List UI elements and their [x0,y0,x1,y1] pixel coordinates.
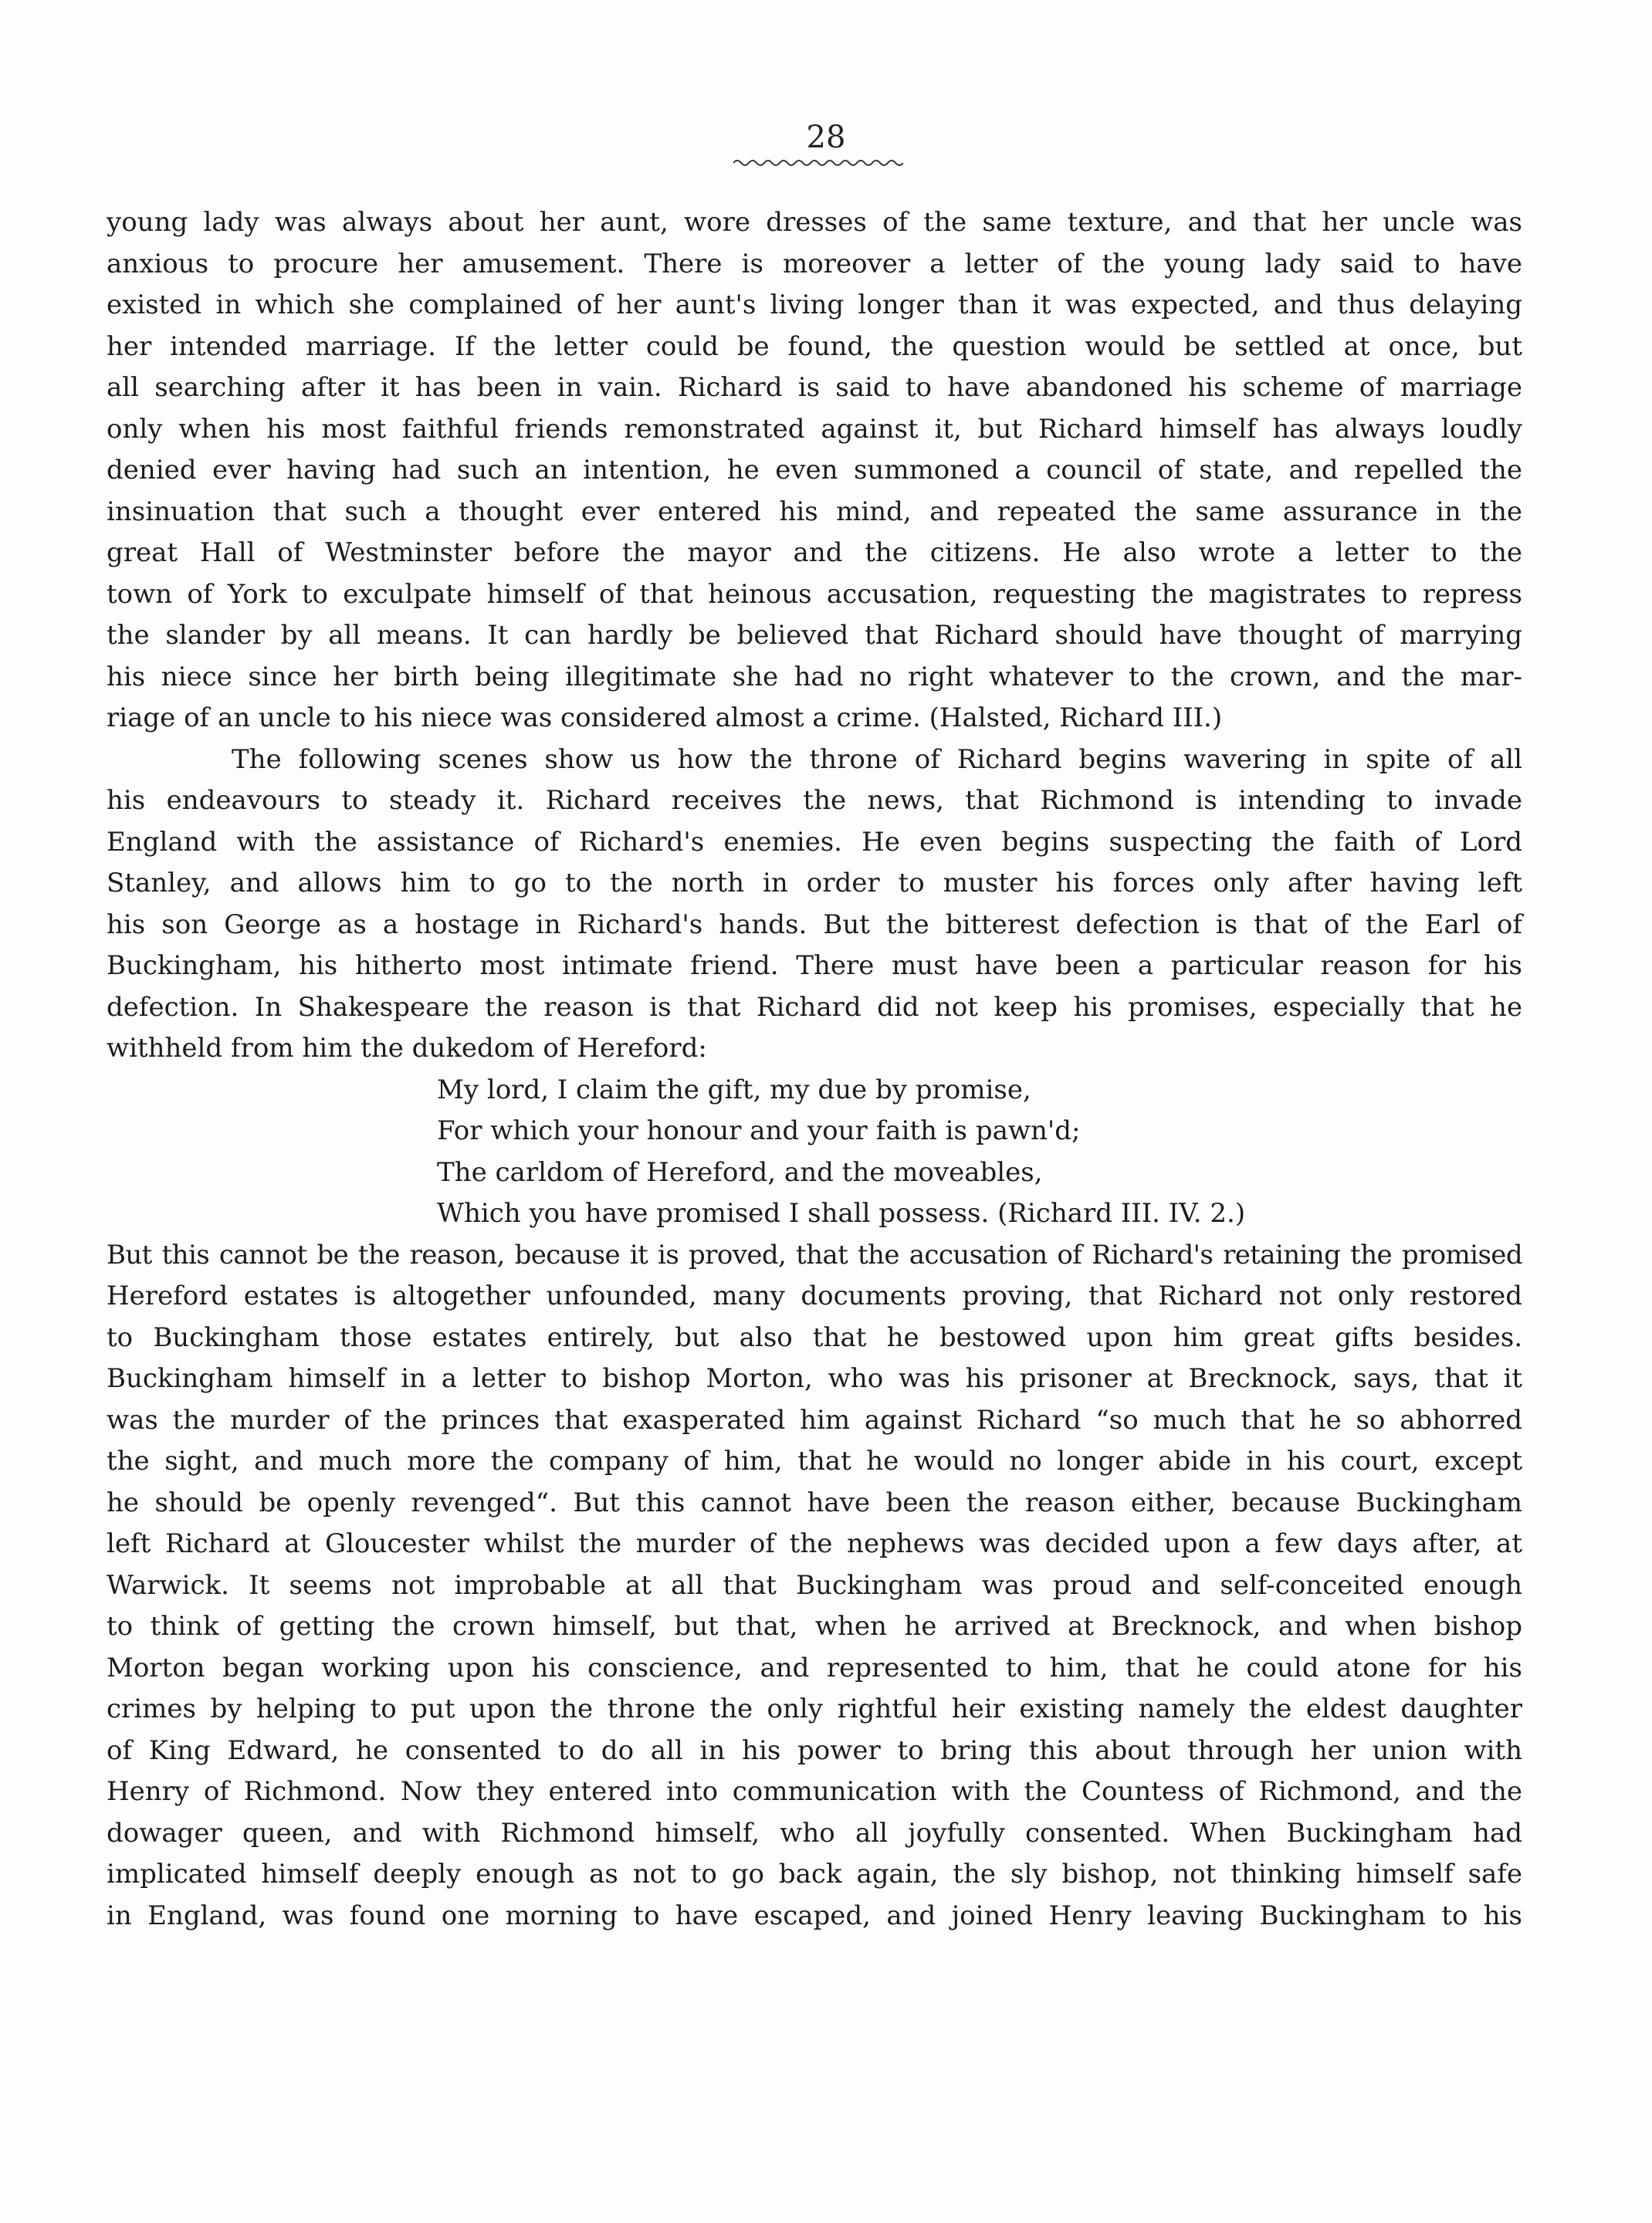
text-line: only when his most faithful friends remonstrated against it, but Richard himself has always loudly [107,413,1522,445]
text-line: denied ever having had such an intention, he even summoned a council of state, and repelled the [107,455,1522,486]
text-line: of King Edward, he consented to do all in his power to bring this about through her union with [107,1734,1522,1766]
body-text [107,202,1522,1937]
text-line: riage of an uncle to his niece was considered almost a crime. (Halsted, Richard III.) [107,702,1223,733]
text-line: Buckingham himself in a letter to bishop Morton, who was his prisoner at Brecknock, says, that it [107,1363,1522,1394]
verse-line: For which your honour and your faith is pawn'd; [437,1115,1081,1146]
verse-line: Which you have promised I shall possess. (Richard III. IV. 2.) [437,1198,1246,1229]
text-line: dowager queen, and with Richmond himself, who all joyfully consented. When Buckingham had [107,1817,1522,1849]
text-line: all searching after it has been in vain. Richard is said to have abandoned his scheme of marriage [107,372,1522,403]
text-line: Buckingham, his hitherto most intimate friend. There must have been a particular reason for his [107,950,1522,981]
text-line: Hereford estates is altogether unfounded, many documents proving, that Richard not only restored [107,1281,1522,1311]
wavy-rule-ornament [733,157,903,168]
text-line: young lady was always about her aunt, wore dresses of the same texture, and that her uncle was [107,207,1522,238]
text-line: existed in which she complained of her aunt's living longer than it was expected, and thus delaying [107,289,1522,320]
text-line: left Richard at Gloucester whilst the murder of the nephews was decided upon a few days after, at [107,1528,1522,1559]
text-line: to think of getting the crown himself, but that, when he arrived at Brecknock, and when bishop [107,1611,1522,1642]
text-line: he should be openly revenged“. But this cannot have been the reason either, because Buckingham [107,1487,1522,1518]
text-line: his son George as a hostage in Richard's hands. But the bitterest defection is that of the Earl of [107,908,1522,940]
text-line: the sight, and much more the company of him, that he would no longer abide in his court, except [107,1446,1522,1477]
text-line: his niece since her birth being illegitimate she had no right whatever to the crown, and the mar- [107,661,1522,692]
text-line: withheld from him the dukedom of Hereford: [107,1033,707,1064]
verse-line: My lord, I claim the gift, my due by promise, [437,1074,1031,1105]
text-line: in England, was found one morning to have escaped, and joined Henry leaving Buckingham to his [107,1900,1522,1931]
text-line: anxious to procure her amusement. There is moreover a letter of the young lady said to have [107,248,1522,279]
text-line: her intended marriage. If the letter could be found, the question would be settled at once, but [107,330,1522,362]
paragraph-start-line: The following scenes show us how the throne of Richard begins wavering in spite of all [232,743,1522,775]
verse-line: The carldom of Hereford, and the moveables, [437,1156,1043,1188]
text-line: But this cannot be the reason, because it is proved, that the accusation of Richard's retaining the promised [107,1239,1522,1271]
text-line: Henry of Richmond. Now they entered into communication with the Countess of Richmond, and the [107,1776,1522,1807]
text-line: insinuation that such a thought ever entered his mind, and repeated the same assurance in the [107,496,1522,527]
text-line: defection. In Shakespeare the reason is that Richard did not keep his promises, especially that he [107,991,1522,1023]
text-line: Morton began working upon his conscience, and represented to him, that he could atone for his [107,1652,1522,1683]
text-line: implicated himself deeply enough as not to go back again, the sly bishop, not thinking himself safe [107,1859,1522,1890]
text-line: crimes by helping to put upon the throne the only rightful heir existing namely the eldest daughter [107,1693,1522,1724]
text-line: the slander by all means. It can hardly be believed that Richard should have thought of marrying [107,620,1522,651]
text-line: Stanley, and allows him to go to the north in order to muster his forces only after having left [107,868,1522,898]
text-line: to Buckingham those estates entirely, but also that he bestowed upon him great gifts besides. [107,1321,1522,1353]
text-line: England with the assistance of Richard's enemies. He even begins suspecting the faith of Lord [107,826,1522,858]
page-number: 28 [806,120,846,155]
text-line: Warwick. It seems not improbable at all that Buckingham was proud and self-conceited enough [107,1569,1522,1601]
text-line: great Hall of Westminster before the mayor and the citizens. He also wrote a letter to the [107,537,1522,568]
text-line: town of York to exculpate himself of that heinous accusation, requesting the magistrates to repress [107,578,1522,610]
text-line: was the murder of the princes that exasperated him against Richard “so much that he so abhorred [107,1404,1522,1436]
text-line: his endeavours to steady it. Richard receives the news, that Richmond is intending to invade [107,785,1522,816]
